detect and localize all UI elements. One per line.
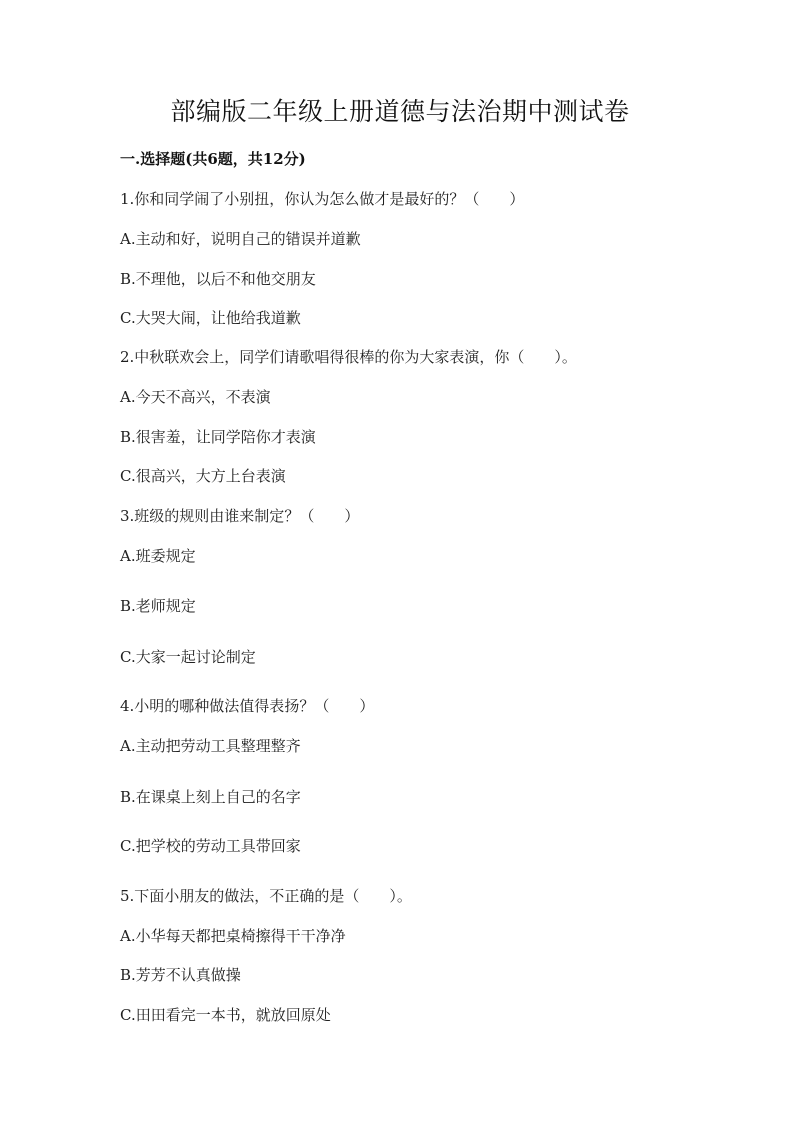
question-3-option-a: A.班委规定 xyxy=(120,547,196,565)
question-2-option-b: B.很害羞，让同学陪你才表演 xyxy=(120,428,316,446)
question-2-stem: 2.中秋联欢会上，同学们请歌唱得很棒的你为大家表演，你（ ）。 xyxy=(120,348,577,366)
question-3-stem: 3.班级的规则由谁来制定？（ ） xyxy=(120,507,360,525)
question-1-option-b: B.不理他，以后不和他交朋友 xyxy=(120,270,316,288)
section-heading: 一.选择题(共6题，共12分) xyxy=(120,150,306,168)
question-5-option-c: C.田田看完一本书，就放回原处 xyxy=(120,1006,331,1024)
question-4-option-a: A.主动把劳动工具整理整齐 xyxy=(120,737,301,755)
question-5-stem: 5.下面小朋友的做法，不正确的是（ ）。 xyxy=(120,887,412,905)
question-1-stem: 1.你和同学闹了小别扭，你认为怎么做才是最好的？（ ） xyxy=(120,190,525,208)
question-1-option-a: A.主动和好，说明自己的错误并道歉 xyxy=(120,230,361,248)
page-title: 部编版二年级上册道德与法治期中测试卷 xyxy=(170,97,630,126)
question-1-option-c: C.大哭大闹，让他给我道歉 xyxy=(120,309,301,327)
question-3-option-c: C.大家一起讨论制定 xyxy=(120,648,256,666)
question-4-option-c: C.把学校的劳动工具带回家 xyxy=(120,837,301,855)
question-4-stem: 4.小明的哪种做法值得表扬？（ ） xyxy=(120,697,375,715)
question-2-option-a: A.今天不高兴，不表演 xyxy=(120,388,271,406)
question-5-option-b: B.芳芳不认真做操 xyxy=(120,966,241,984)
question-2-option-c: C.很高兴，大方上台表演 xyxy=(120,467,286,485)
question-5-option-a: A.小华每天都把桌椅擦得干干净净 xyxy=(120,927,346,945)
question-4-option-b: B.在课桌上刻上自己的名字 xyxy=(120,788,301,806)
question-3-option-b: B.老师规定 xyxy=(120,597,196,615)
